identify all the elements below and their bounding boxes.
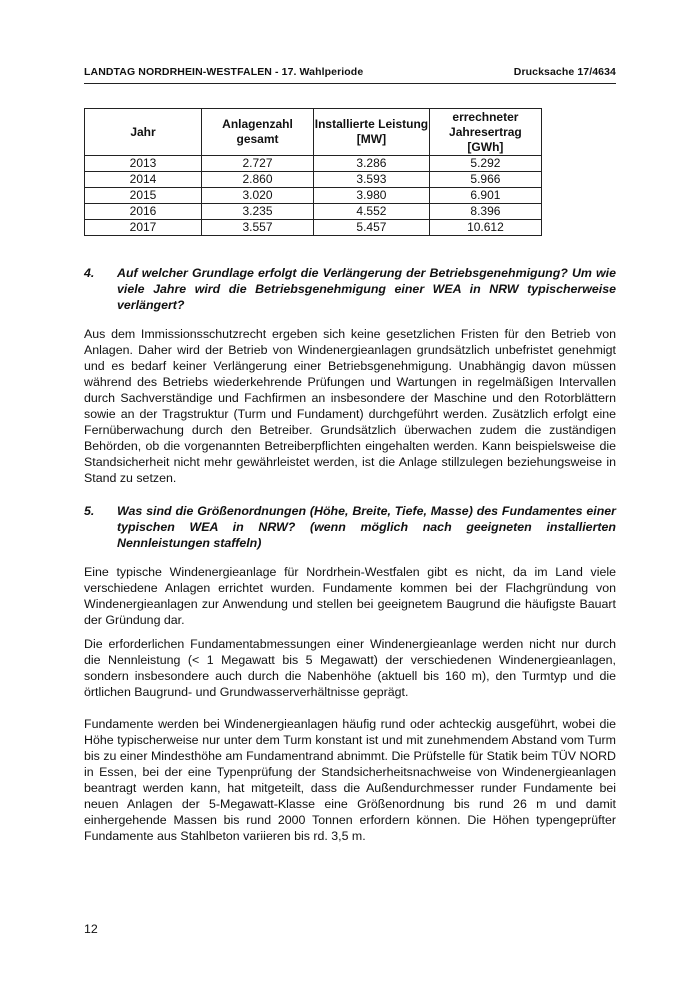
table-cell: 2013 [85, 156, 202, 172]
document-number: Drucksache 17/4634 [513, 66, 616, 78]
column-header-power: Installierte Leistung [MW] [314, 109, 430, 156]
table-cell: 5.966 [429, 172, 541, 188]
table-cell: 10.612 [429, 220, 541, 236]
data-table [84, 108, 542, 236]
column-header-count: Anlagenzahl gesamt [201, 109, 313, 156]
question-text: Auf welcher Grundlage erfolgt die Verlängerung der Betriebsgenehmigung? Um wie viele Jahre wird die Betriebsgenehmigung einer WEA in NRW typischerweise verlängert? [117, 266, 616, 312]
question-4 [84, 265, 616, 313]
table-cell: 8.396 [429, 204, 541, 220]
page-header [84, 66, 616, 78]
table-row [85, 204, 542, 220]
table-cell: 3.235 [201, 204, 313, 220]
table-cell: 2.860 [201, 172, 313, 188]
table-cell: 3.593 [314, 172, 430, 188]
header-divider [84, 83, 616, 84]
answer-paragraph: Aus dem Immissionsschutzrecht ergeben sich keine gesetzlichen Fristen für den Betrieb von Anlagen. Daher wird der Betrieb von Windenergieanlagen grundsätzlich unbefristet genehmigt und es bedarf keiner Verlängerung einer Betriebsgenehmigung. Unabhängig davon müssen während des Betriebs wiederkehrende Prüfungen und Wartungen in regelmäßigen Intervallen durch Sachverständige und Fachfirmen an insbesondere der Maschine und den Rotorblättern sowie an der Tragstruktur (Turm und Fundament) durchgeführt werden. Zusätzlich erfolgt eine Fernüberwachung durch den Betreiber. Grundsätzlich überwachen zudem die zuständigen Behörden, ob die vorgenannten Betreiberpflichten eingehalten werden. Kann beispielsweise die Standsicherheit nicht mehr gewährleistet werden, ist die Anlage stillzulegen beziehungsweise in Stand zu setzen. [84, 327, 616, 485]
answer-paragraph: Die erforderlichen Fundamentabmessungen einer Windenergieanlage werden nicht nur durch die Nennleistung (< 1 Megawatt bis 5 Megawatt) der verschiedenen Windenergieanlagen, sondern insbesondere auch durch die Nabenhöhe (aktuell bis 160 m), den Turmtyp und die örtlichen Baugrund- und Grundwasserverhältnisse geprägt. [84, 637, 616, 699]
table-cell: 5.457 [314, 220, 430, 236]
answer-paragraph: Fundamente werden bei Windenergieanlagen häufig rund oder achteckig ausgeführt, wobei die Höhe typischerweise nur unter dem Turm konstant ist und mit zunehmendem Abstand vom Turm bis zu einer Mindesthöhe am Fundamentrand abnimmt. Die Prüfstelle für Statik beim TÜV NORD in Essen, bei der eine Typenprüfung der Standsicherheitsnachweise von Windenergieanlagen beantragt werden kann, hat mitgeteilt, dass die Außendurchmesser runder Fundamente bei neuen Anlagen der 5-Megawatt-Klasse eine Größenordnung bis rund 26 m und damit einhergehende Massen bis rund 2000 Tonnen erfordern können. Die Höhen typengeprüfter Fundamente aus Stahlbeton variieren bis rd. 3,5 m. [84, 717, 616, 843]
question-number: 5. [84, 504, 95, 518]
column-header-year: Jahr [85, 109, 202, 156]
table-cell: 3.980 [314, 188, 430, 204]
table-cell: 5.292 [429, 156, 541, 172]
table-cell: 6.901 [429, 188, 541, 204]
answer-paragraph: Eine typische Windenergieanlage für Nordrhein-Westfalen gibt es nicht, da im Land viele verschiedene Anlagen errichtet wurden. Fundamente kommen bei der Flachgründung von Windenergieanlagen zur Anwendung und stellen bei geeignetem Baugrund die häufigste Bauart der Gründung dar. [84, 565, 616, 627]
table-cell: 3.557 [201, 220, 313, 236]
column-header-yield: errechneter Jahresertrag [GWh] [429, 109, 541, 156]
table-row [85, 220, 542, 236]
table-cell: 2014 [85, 172, 202, 188]
table-cell: 2016 [85, 204, 202, 220]
question-5 [84, 503, 616, 551]
table-row [85, 188, 542, 204]
header-title: LANDTAG NORDRHEIN-WESTFALEN - 17. Wahlperiode [84, 66, 364, 78]
table-header-row [85, 109, 542, 156]
page-number: 12 [84, 922, 98, 936]
table-row [85, 172, 542, 188]
table-cell: 3.020 [201, 188, 313, 204]
table-row [85, 156, 542, 172]
table-cell: 4.552 [314, 204, 430, 220]
table-cell: 2017 [85, 220, 202, 236]
table-cell: 2.727 [201, 156, 313, 172]
table-cell: 3.286 [314, 156, 430, 172]
question-number: 4. [84, 266, 95, 280]
table-cell: 2015 [85, 188, 202, 204]
question-text: Was sind die Größenordnungen (Höhe, Breite, Tiefe, Masse) des Fundamentes einer typischen WEA in NRW? (wenn möglich nach geeigneten installierten Nennleistungen staffeln) [117, 504, 616, 550]
